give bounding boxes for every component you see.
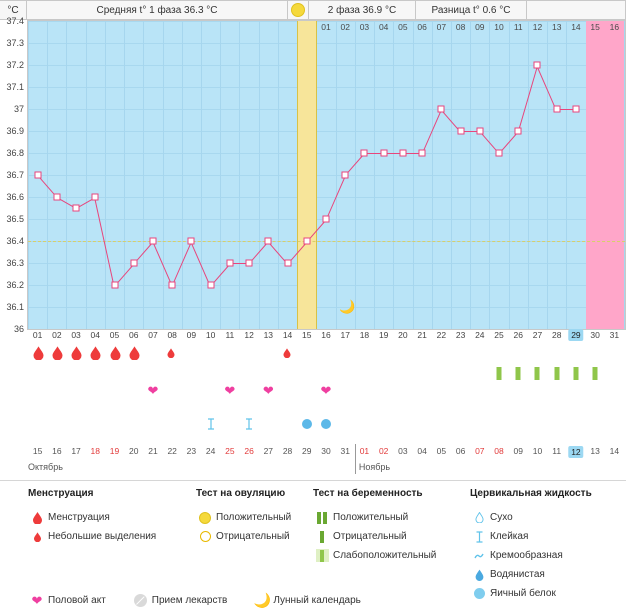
calendar-date[interactable]: 30 <box>321 446 331 456</box>
month-labels <box>28 462 626 476</box>
temperature-point[interactable] <box>73 205 80 212</box>
temperature-point[interactable] <box>265 238 272 245</box>
pill-icon <box>132 594 150 607</box>
temperature-point[interactable] <box>419 150 426 157</box>
legend-label-watery: Водянистая <box>490 569 545 580</box>
legend-item-medication <box>132 594 228 607</box>
calendar-date[interactable]: 17 <box>71 446 81 456</box>
y-axis-tick: 37.1 <box>6 82 24 92</box>
legend-item-watery <box>470 565 626 584</box>
legend-label-menstruation: Менструация <box>48 512 110 523</box>
y-axis-tick: 36.1 <box>6 302 24 312</box>
cycle-day-tick[interactable]: 15 <box>302 330 312 340</box>
y-axis-tick: 36.7 <box>6 170 24 180</box>
legend-label-intercourse: Половой акт <box>48 595 106 606</box>
cycle-day-tick[interactable]: 11 <box>225 330 235 340</box>
phase1-summary: Средняя t° 1 фаза 36.3 °C <box>26 0 288 20</box>
legend-menstruation <box>28 488 188 546</box>
cycle-day-tick[interactable]: 18 <box>359 330 370 340</box>
y-axis-tick: 37.4 <box>6 16 24 26</box>
legend-item-ovu-positive <box>196 508 316 527</box>
menstruation-drop-icon[interactable] <box>33 346 42 359</box>
month-label-right: Ноябрь <box>358 462 391 472</box>
cycle-day-tick[interactable]: 02 <box>52 330 62 340</box>
phase2-day-number: 11 <box>513 22 523 32</box>
filled-circle-icon <box>196 512 214 524</box>
temperature-point[interactable] <box>399 150 406 157</box>
intercourse-heart-icon[interactable]: ❤ <box>320 383 332 398</box>
gridline-vertical <box>220 21 221 329</box>
legend-item-creamy <box>470 546 626 565</box>
temperature-point[interactable] <box>457 128 464 135</box>
legend-cervical-fluid <box>470 488 626 603</box>
legend-item-preg-negative <box>313 527 473 546</box>
cycle-day-tick[interactable]: 16 <box>321 330 331 340</box>
gridline-vertical <box>163 21 164 329</box>
dry-icon <box>470 512 488 523</box>
temperature-point[interactable] <box>380 150 387 157</box>
menstruation-drop-icon[interactable] <box>110 346 119 359</box>
pregnancy-test-bar[interactable] <box>573 367 578 380</box>
calendar-date[interactable]: 25 <box>225 446 235 456</box>
calendar-date[interactable]: 28 <box>282 446 293 456</box>
gridline-vertical <box>124 21 125 329</box>
legend-item-preg-faint <box>313 546 473 565</box>
row-cervical-fluid <box>28 416 626 440</box>
y-axis-tick: 36.4 <box>6 236 24 246</box>
pregnancy-test-bar[interactable] <box>497 367 502 380</box>
temperature-point[interactable] <box>303 238 310 245</box>
spotting-drop-icon[interactable] <box>168 348 177 361</box>
y-axis-tick: 36.8 <box>6 148 24 158</box>
legend-label-spotting: Небольшие выделения <box>48 531 157 542</box>
gridline-horizontal <box>28 153 625 154</box>
legend-item-preg-positive <box>313 508 473 527</box>
temperature-point[interactable] <box>323 216 330 223</box>
calendar-date[interactable]: 05 <box>436 446 447 456</box>
calendar-date[interactable]: 07 <box>475 446 485 456</box>
temperature-point[interactable] <box>438 106 445 113</box>
y-axis-tick: 36.5 <box>6 214 24 224</box>
temperature-point[interactable] <box>130 260 137 267</box>
legend-item-sticky <box>470 527 626 546</box>
cycle-day-tick[interactable]: 09 <box>186 330 197 340</box>
cycle-day-tick[interactable]: 07 <box>148 330 158 340</box>
gridline-vertical <box>470 21 471 329</box>
pregnancy-test-bar[interactable] <box>535 367 540 380</box>
cycle-day-tick[interactable]: 21 <box>417 330 427 340</box>
legend-title-ovulation-test: Тест на овуляцию <box>196 488 286 499</box>
y-axis-tick: 37.3 <box>6 38 24 48</box>
calendar-date[interactable]: 13 <box>590 446 600 456</box>
menstruation-drop-icon[interactable] <box>52 346 61 359</box>
calendar-date[interactable]: 10 <box>532 446 543 456</box>
watery-icon <box>470 569 488 581</box>
gridline-vertical <box>105 21 106 329</box>
legend-item-dry <box>470 508 626 527</box>
calendar-date[interactable]: 15 <box>32 446 43 456</box>
legend-label-lunar: Лунный календарь <box>273 595 361 606</box>
phase2-day-number: 08 <box>455 22 466 32</box>
gridline-vertical <box>259 21 260 329</box>
calendar-date[interactable]: 11 <box>552 446 562 456</box>
y-axis-tick: 36.6 <box>6 192 24 202</box>
calendar-date[interactable]: 06 <box>455 446 466 456</box>
month-label-left: Октябрь <box>28 462 63 472</box>
plot-canvas <box>28 20 626 330</box>
intercourse-heart-icon[interactable]: ❤ <box>224 383 236 398</box>
legend-ovulation-test <box>196 488 316 546</box>
row-pregnancy-test <box>28 366 626 390</box>
gridline-vertical <box>451 21 452 329</box>
watery-fluid-icon[interactable] <box>302 419 312 432</box>
gridline-vertical <box>201 21 202 329</box>
cycle-day-tick[interactable]: 28 <box>551 330 562 340</box>
calendar-date[interactable]: 14 <box>609 446 620 456</box>
temperature-point[interactable] <box>169 282 176 289</box>
y-axis-tick: 36.9 <box>6 126 24 136</box>
gridline-vertical <box>182 21 183 329</box>
gridline-vertical <box>432 21 433 329</box>
gridline-vertical <box>528 21 529 329</box>
cycle-day-tick[interactable]: 05 <box>109 330 120 340</box>
gridline-vertical <box>374 21 375 329</box>
cycle-day-tick[interactable]: 27 <box>532 330 543 340</box>
temperature-point[interactable] <box>226 260 233 267</box>
month-divider <box>355 444 356 474</box>
faint-bar-icon <box>313 549 331 562</box>
gridline-vertical <box>509 21 510 329</box>
calendar-date[interactable]: 27 <box>263 446 274 456</box>
legend-item-spotting <box>28 527 188 546</box>
temperature-point[interactable] <box>553 106 560 113</box>
gridline-horizontal <box>28 307 625 308</box>
calendar-date[interactable]: 02 <box>378 446 389 456</box>
phase2-day-number: 06 <box>417 22 427 32</box>
gridline-vertical <box>47 21 48 329</box>
phase2-day-header <box>28 21 625 35</box>
y-axis-tick: 37 <box>13 104 24 114</box>
calendar-date[interactable]: 16 <box>52 446 62 456</box>
cycle-day-tick[interactable]: 06 <box>129 330 139 340</box>
heart-icon: ❤ <box>31 592 43 608</box>
legend-label-medication: Прием лекарств <box>151 595 228 606</box>
cycle-day-tick[interactable]: 04 <box>90 330 101 340</box>
cycle-day-tick[interactable]: 25 <box>494 330 504 340</box>
gridline-horizontal <box>28 263 625 264</box>
calendar-date[interactable]: 08 <box>494 446 504 456</box>
y-axis-tick: 36 <box>13 324 24 334</box>
gridline-vertical <box>489 21 490 329</box>
gridline-vertical <box>86 21 87 329</box>
gridline-vertical <box>355 21 356 329</box>
cycle-day-tick[interactable]: 22 <box>436 330 447 340</box>
calendar-date[interactable]: 01 <box>359 446 370 456</box>
phase2-day-number: 02 <box>340 22 350 32</box>
temperature-point[interactable] <box>361 150 368 157</box>
cycle-day-tick[interactable]: 01 <box>32 330 43 340</box>
temperature-point[interactable] <box>92 194 99 201</box>
legend-separator <box>0 480 626 481</box>
menstruation-drop-icon[interactable] <box>91 346 100 359</box>
cycle-day-tick[interactable]: 19 <box>378 330 389 340</box>
pregnancy-test-bar[interactable] <box>516 367 521 380</box>
gridline-horizontal <box>28 175 625 176</box>
phase2-day-number: 07 <box>436 22 447 32</box>
temperature-point[interactable] <box>111 282 118 289</box>
phase2-summary: 2 фаза 36.9 °C <box>308 0 416 20</box>
ovulation-line <box>297 21 298 329</box>
temperature-point[interactable] <box>34 172 41 179</box>
cycle-day-tick[interactable]: 24 <box>475 330 485 340</box>
empty-circle-icon <box>196 531 214 542</box>
calendar-date[interactable]: 24 <box>205 446 216 456</box>
legend-title-cervical-fluid: Цервикальная жидкость <box>470 488 592 499</box>
ovulation-marker-header <box>287 0 309 20</box>
legend-title-menstruation: Менструация <box>28 488 94 499</box>
sticky-fluid-icon[interactable] <box>245 418 254 433</box>
gridline-horizontal <box>28 87 625 88</box>
legend-label-preg-faint: Слабоположительный <box>333 550 437 561</box>
pregnancy-test-bar[interactable] <box>554 367 559 380</box>
x-axis-cycle-days <box>28 330 626 344</box>
legend <box>0 488 626 616</box>
legend-pregnancy-test <box>313 488 473 565</box>
menstruation-drop-icon[interactable] <box>72 346 81 359</box>
single-bar-icon <box>313 531 331 543</box>
temperature-point[interactable] <box>534 62 541 69</box>
calendar-date[interactable]: 19 <box>109 446 120 456</box>
cycle-day-tick[interactable]: 29 <box>568 329 583 341</box>
temperature-point[interactable] <box>476 128 483 135</box>
sticky-fluid-icon[interactable] <box>206 418 215 433</box>
phase2-day-number: 03 <box>359 22 370 32</box>
y-axis-tick: 37.2 <box>6 60 24 70</box>
phase2-day-number: 09 <box>475 22 485 32</box>
legend-item-ovu-negative <box>196 527 316 546</box>
legend-item-lunar <box>253 592 361 609</box>
calendar-date[interactable]: 31 <box>340 446 350 456</box>
legend-label-creamy: Кремообразная <box>490 550 563 561</box>
drop-icon <box>28 512 46 524</box>
temperature-point[interactable] <box>572 106 579 113</box>
calendar-date[interactable]: 21 <box>148 446 158 456</box>
cycle-day-tick[interactable]: 03 <box>71 330 81 340</box>
intercourse-heart-icon[interactable]: ❤ <box>262 383 274 398</box>
y-axis-tick: 36.2 <box>6 280 24 290</box>
calendar-date[interactable]: 18 <box>90 446 101 456</box>
gridline-vertical <box>336 21 337 329</box>
phase2-day-number: 16 <box>609 22 620 32</box>
ovulation-dot-icon <box>291 3 305 17</box>
phase2-day-number: 13 <box>551 22 562 32</box>
phase2-day-number: 15 <box>590 22 600 32</box>
legend-label-sticky: Клейкая <box>490 531 529 542</box>
predicted-menstruation-band <box>586 21 624 329</box>
temperature-point[interactable] <box>515 128 522 135</box>
cycle-day-tick[interactable]: 08 <box>167 330 177 340</box>
cycle-day-tick[interactable]: 12 <box>244 330 254 340</box>
creamy-icon <box>470 550 488 561</box>
menstruation-drop-icon[interactable] <box>129 346 138 359</box>
phase2-day-number: 01 <box>321 22 331 32</box>
cycle-day-tick[interactable]: 26 <box>513 330 523 340</box>
phase2-day-number: 04 <box>378 22 389 32</box>
temperature-point[interactable] <box>246 260 253 267</box>
calendar-date[interactable]: 22 <box>167 446 177 456</box>
gridline-vertical <box>624 21 625 329</box>
gridline-horizontal <box>28 43 625 44</box>
legend-title-pregnancy-test: Тест на беременность <box>313 488 423 499</box>
double-bar-icon <box>313 512 331 524</box>
phase2-day-number: 14 <box>571 22 581 32</box>
moon-icon: 🌙 <box>253 592 272 608</box>
temperature-point[interactable] <box>342 172 349 179</box>
legend-bottom-row <box>28 592 608 609</box>
symbol-rows <box>28 344 626 444</box>
calendar-date[interactable]: 20 <box>129 446 139 456</box>
chart-header <box>0 0 626 20</box>
calendar-date[interactable]: 12 <box>568 446 583 458</box>
spotting-drop-icon[interactable] <box>283 348 292 361</box>
row-menstruation <box>28 344 626 368</box>
legend-label-preg-negative: Отрицательный <box>333 531 407 542</box>
gridline-vertical <box>413 21 414 329</box>
calendar-date[interactable]: 09 <box>513 446 523 456</box>
legend-label-ovu-positive: Положительный <box>216 512 292 523</box>
gridline-vertical <box>28 21 29 329</box>
gridline-horizontal <box>28 131 625 132</box>
temperature-point[interactable] <box>188 238 195 245</box>
gridline-vertical <box>66 21 67 329</box>
sticky-icon <box>470 531 488 543</box>
cycle-day-tick[interactable]: 23 <box>455 330 466 340</box>
cycle-day-tick[interactable]: 31 <box>609 330 620 340</box>
legend-item-menstruation <box>28 508 188 527</box>
cycle-day-tick[interactable]: 30 <box>590 330 600 340</box>
cycle-day-tick[interactable]: 13 <box>263 330 274 340</box>
phase2-day-number: 10 <box>494 22 504 32</box>
cycle-day-tick[interactable]: 20 <box>398 330 408 340</box>
calendar-date[interactable]: 03 <box>398 446 408 456</box>
temperature-point[interactable] <box>284 260 291 267</box>
calendar-date[interactable]: 23 <box>186 446 197 456</box>
gridline-vertical <box>278 21 279 329</box>
gridline-horizontal <box>28 109 625 110</box>
unit-label: °C <box>0 0 27 20</box>
ovulation-band <box>297 21 316 329</box>
gridline-vertical <box>393 21 394 329</box>
temperature-point[interactable] <box>149 238 156 245</box>
header-filler <box>526 0 626 20</box>
calendar-date[interactable]: 04 <box>417 446 427 456</box>
gridline-horizontal <box>28 197 625 198</box>
gridline-vertical <box>547 21 548 329</box>
calendar-date[interactable]: 26 <box>244 446 254 456</box>
legend-label-preg-positive: Положительный <box>333 512 409 523</box>
ovulation-line <box>316 21 317 329</box>
calendar-date[interactable]: 29 <box>302 446 312 456</box>
calendar-dates-row <box>28 446 626 462</box>
temperature-point[interactable] <box>207 282 214 289</box>
temperature-point[interactable] <box>53 194 60 201</box>
legend-label-egg-white: Яичный белок <box>490 588 556 599</box>
phase2-day-number: 05 <box>398 22 408 32</box>
y-axis <box>0 16 28 334</box>
intercourse-heart-icon[interactable]: ❤ <box>147 383 159 398</box>
moon-icon: 🌙 <box>339 299 356 314</box>
cycle-day-tick[interactable]: 14 <box>282 330 293 340</box>
watery-fluid-icon[interactable] <box>321 419 331 432</box>
legend-item-intercourse <box>28 593 106 609</box>
threshold-line <box>28 241 625 242</box>
temperature-difference: Разница t° 0.6 °C <box>415 0 527 20</box>
legend-label-dry: Сухо <box>490 512 513 523</box>
pregnancy-test-bar[interactable] <box>593 367 598 380</box>
chart-area <box>0 16 626 334</box>
cycle-day-tick[interactable]: 17 <box>340 330 350 340</box>
legend-label-ovu-negative: Отрицательный <box>216 531 290 542</box>
y-axis-tick: 36.3 <box>6 258 24 268</box>
gridline-vertical <box>566 21 567 329</box>
phase2-day-number: 12 <box>532 22 543 32</box>
gridline-vertical <box>143 21 144 329</box>
gridline-vertical <box>239 21 240 329</box>
small-drop-icon <box>28 532 46 542</box>
temperature-point[interactable] <box>496 150 503 157</box>
cycle-day-tick[interactable]: 10 <box>205 330 216 340</box>
